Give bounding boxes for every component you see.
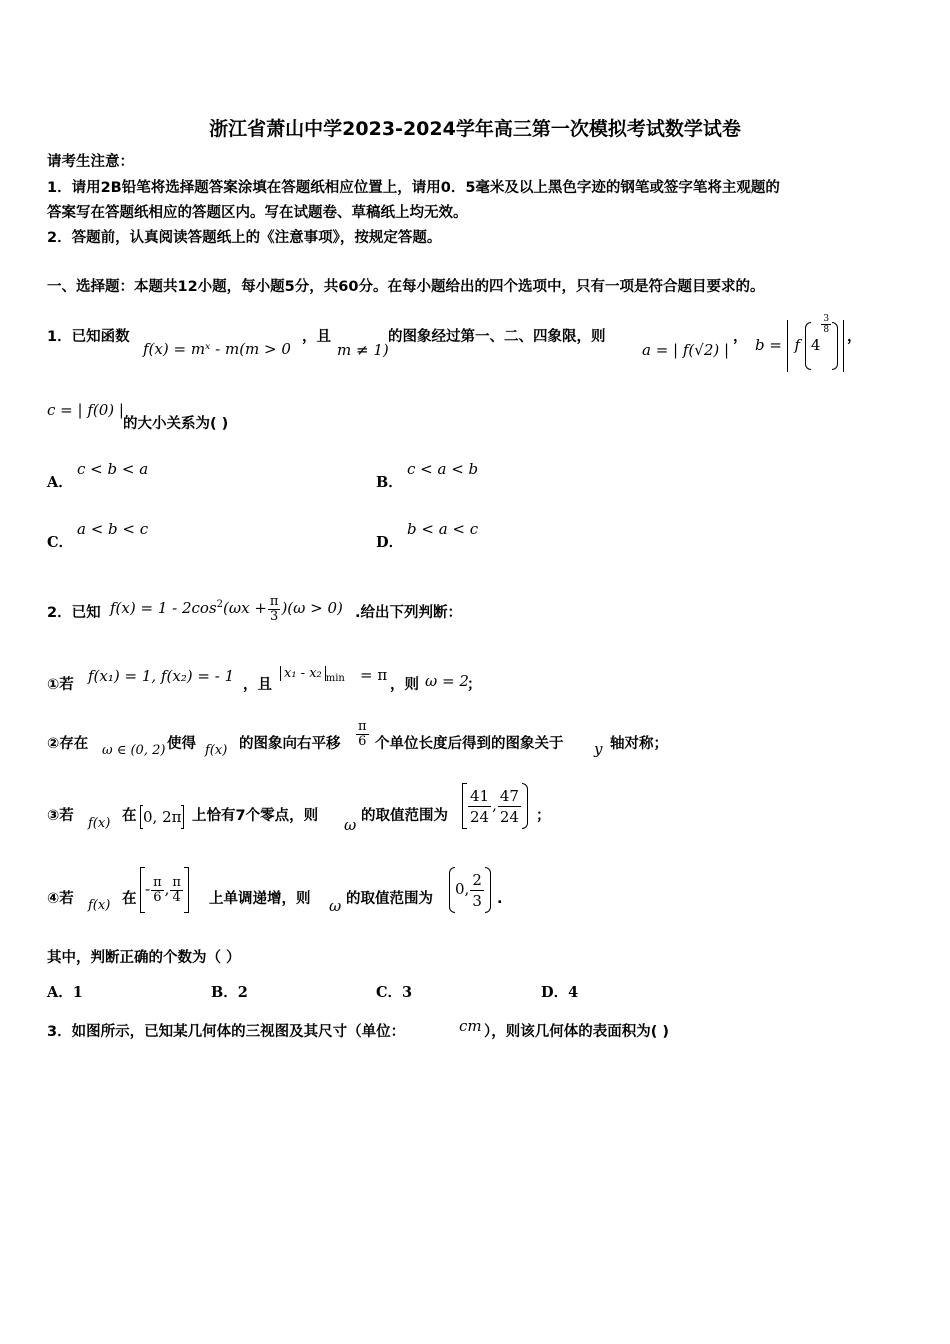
q2-s3-text-2: 上恰有7个零点，则 — [192, 808, 319, 824]
q2-s2-pi-over-6 — [356, 720, 369, 749]
q2-s4-bracket-right — [184, 867, 189, 913]
q2-s4-frac-3 — [470, 870, 484, 911]
q2-s3-text-3: 的取值范围为 — [361, 808, 448, 824]
q2-text: .给出下列判断： — [355, 605, 463, 621]
q2-option-c[interactable]: C．3 — [376, 984, 413, 1001]
q2-s1-absdiff-expr: x₁ - x₂ — [280, 666, 326, 681]
q1-option-b-letter[interactable]: B． — [376, 474, 403, 491]
q2-s1-then: ，则 — [390, 677, 419, 693]
q2-s4-end: . — [497, 891, 503, 907]
q1-option-c[interactable]: a < b < c — [77, 520, 149, 538]
q1-c-def: c = | f(0) | — [47, 401, 124, 419]
q1-intro: 1．已知函数 — [47, 329, 130, 345]
q2-s3-fx: f(x) — [88, 816, 111, 831]
q2-s4-zero: 0, — [455, 880, 470, 898]
q2-f-left: f(x) = 1 - 2cos — [110, 599, 217, 617]
q2-s1-mark: ①若 — [47, 677, 74, 693]
q2-s2-fraction — [355, 720, 370, 749]
q2-s4-text-3: 的取值范围为 — [346, 891, 433, 907]
q2-s2-text-4: 轴对称； — [610, 736, 668, 752]
q2-s2-omega-range: ω ∈ (0, 2) — [102, 743, 166, 758]
q2-s3-interval — [140, 800, 184, 834]
q2-s4-neg: - — [145, 880, 151, 898]
q2-s3-text-1: 在 — [122, 808, 137, 824]
q1-b-exp-den: 8 — [823, 325, 830, 335]
q1-option-a-letter[interactable]: A． — [47, 474, 73, 491]
q2-s1-eq-pi: = π — [360, 666, 388, 684]
q2-f-fraction — [268, 595, 281, 624]
q2-f-right: )(ω > 0) — [281, 599, 343, 617]
q2-s3-frac-2 — [498, 786, 521, 827]
q2-s2-y: y — [594, 740, 603, 758]
q1-comma-2: ， — [847, 329, 862, 345]
q2-s4-interval: - $\frac{\pi}{6}$ , $\frac{\pi}{4}$ — [140, 864, 189, 914]
q2-s3-range: $\frac{41}{24}$ , $\frac{47}{24}$ — [462, 780, 528, 830]
q3-text-1: 3．如图所示，已知某几何体的三视图及其尺寸（单位： — [47, 1024, 406, 1040]
q2-option-d[interactable]: D．4 — [541, 984, 579, 1001]
q2-s1-absdiff — [280, 663, 345, 688]
q2-s4-six: 6 — [153, 889, 162, 905]
q2-s4-omega: ω — [329, 897, 342, 915]
q1-b-exponent — [821, 314, 831, 335]
q1-option-d[interactable]: b < a < c — [407, 520, 479, 538]
q2-s2-text-3: 个单位长度后得到的图象关于 — [375, 736, 564, 752]
q2-s3-n2: 47 — [499, 786, 519, 805]
q2-s2-pi: π — [358, 719, 367, 734]
q2-s2-mark: ②存在 — [47, 736, 89, 752]
q2-s4-text-2: 上单调递增，则 — [209, 891, 311, 907]
q2-s3-paren-right — [522, 783, 528, 829]
q1-a-def: a = | f(√2) | — [642, 341, 730, 359]
q2-s4-two: 2 — [472, 870, 482, 889]
q2-s4-fx: f(x) — [88, 898, 111, 913]
q2-s3-mark: ③若 — [47, 808, 74, 824]
q2-s3-n1: 41 — [470, 786, 490, 805]
q1-text-graph: 的图象经过第一、二、四象限，则 — [388, 329, 606, 345]
q2-s1-min: min — [325, 673, 345, 684]
q1-text-and: ，且 — [302, 329, 331, 345]
q2-s1-and: ，且 — [243, 677, 272, 693]
q2-s4-pi2: π — [172, 874, 181, 890]
q1-comma: ， — [733, 329, 748, 345]
q1-question: 的大小关系为( ) — [123, 416, 229, 432]
q3-text-2: ），则该几何体的表面积为( ) — [484, 1024, 670, 1040]
q2-s3-end: ； — [536, 808, 551, 824]
q2-f-square: 2 — [216, 599, 224, 610]
q2-s4-paren-right — [485, 867, 491, 913]
q1-b-label: b = — [755, 336, 782, 354]
page-title: 浙江省萧山中学2023-2024学年高三第一次模拟考试数学试卷 — [209, 118, 741, 140]
q1-b-f: f — [794, 336, 801, 354]
notice-line-2: 答案写在答题纸相应的答题区内。写在试题卷、草稿纸上均无效。 — [47, 205, 468, 221]
q2-s2-fx: f(x) — [205, 743, 228, 758]
q1-b-exp-num: 3 — [823, 314, 830, 324]
q2-option-b[interactable]: B．2 — [211, 984, 248, 1001]
q1-option-b[interactable]: c < a < b — [407, 460, 479, 478]
q2-option-a[interactable]: A．1 — [47, 984, 83, 1001]
q1-function: f(x) = mˣ - m(m > 0 — [143, 340, 291, 358]
q1-b-paren-right — [832, 322, 838, 370]
q2-s3-interval-expr: 0, 2π — [143, 808, 182, 826]
q2-question: 其中，判断正确的个数为（ ） — [47, 950, 241, 966]
q2-s3-omega: ω — [344, 816, 357, 834]
q2-s4-four: 4 — [172, 889, 181, 905]
q2-s4-text-1: 在 — [122, 891, 137, 907]
q2-s4-pi1: π — [153, 874, 162, 890]
q2-s2-six: 6 — [358, 734, 367, 749]
q2-s4-frac-2 — [170, 876, 183, 905]
q1-option-c-letter[interactable]: C． — [47, 534, 74, 551]
q2-intro: 2．已知 — [47, 605, 101, 621]
q2-s1-end: ； — [467, 677, 482, 693]
notice-line-3: 2．答题前，认真阅读答题纸上的《注意事项》，按规定答题。 — [47, 230, 442, 246]
section-heading: 一、选择题：本题共12小题，每小题5分，共60分。在每小题给出的四个选项中，只有一项是符合题目要求的。 — [47, 279, 765, 295]
q2-f-mid: (ωx + — [223, 599, 267, 617]
q2-s3-bracket-left — [462, 783, 467, 829]
notice-heading: 请考生注意： — [47, 154, 134, 170]
q2-s4-mark: ④若 — [47, 891, 74, 907]
q2-s2-text-1: 使得 — [167, 736, 196, 752]
q2-s4-range — [449, 864, 491, 914]
q1-b-base: 4 — [810, 336, 821, 354]
q2-f-pi: π — [269, 593, 279, 609]
q2-s4-three: 3 — [472, 891, 482, 910]
q2-s3-frac-1 — [468, 786, 491, 827]
q2-function — [110, 584, 343, 626]
q2-s1-values: f(x₁) = 1, f(x₂) = - 1 — [88, 667, 235, 685]
q2-s4-frac-1 — [151, 876, 164, 905]
q1-option-d-letter[interactable]: D． — [376, 534, 404, 551]
q2-s1-omega: ω = 2 — [425, 672, 469, 690]
q3-unit: cm — [459, 1017, 482, 1035]
notice-line-1: 1．请用2B铅笔将选择题答案涂填在答题纸相应位置上，请用0．5毫米及以上黑色字迹的钢笔或签字笔将主观题的 — [47, 180, 780, 196]
q2-s3-d1: 24 — [470, 807, 490, 826]
q1-b-def — [755, 314, 846, 376]
q1-b-abs-left — [787, 320, 790, 372]
q2-s3-d2: 24 — [499, 807, 519, 826]
q2-s2-text-2: 的图象向右平移 — [239, 736, 341, 752]
q1-option-a[interactable]: c < b < a — [77, 460, 149, 478]
q1-condition: m ≠ 1) — [337, 341, 389, 359]
q1-b-abs-right — [843, 320, 846, 372]
q2-f-three: 3 — [270, 608, 279, 624]
